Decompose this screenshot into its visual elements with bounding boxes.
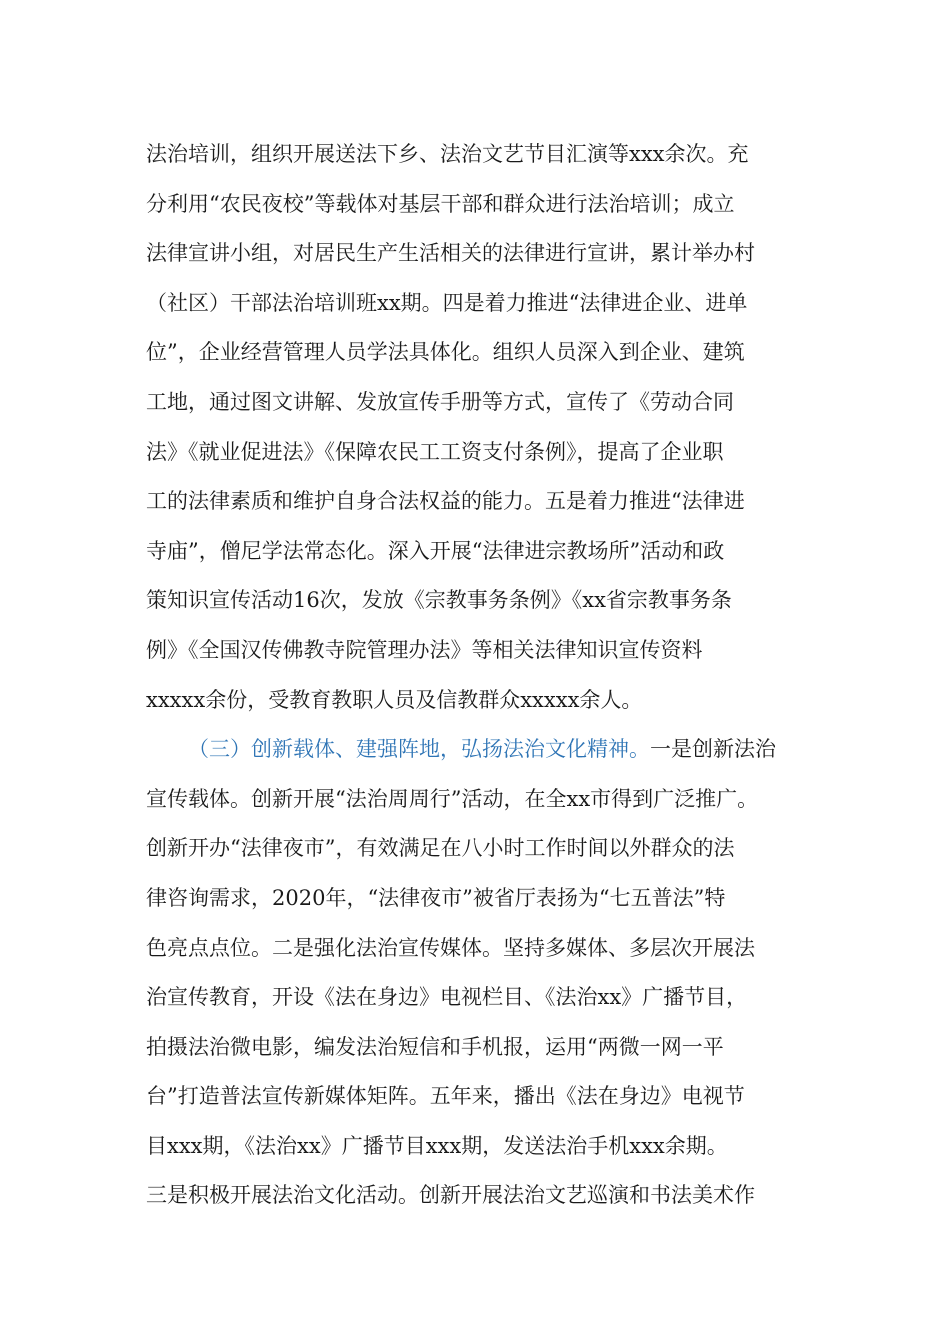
paragraph-line: 策知识宣传活动16次，发放《宗教事务条例》《xx省宗教事务条 xyxy=(146,588,732,613)
paragraph-line: xxxxx余份，受教育教职人员及信教群众xxxxx余人。 xyxy=(146,687,643,712)
paragraph-line: 分利用“农民夜校”等载体对基层干部和群众进行法治培训；成立 xyxy=(146,191,735,216)
paragraph-line: 目xxx期，《法治xx》广播节目xxx期，发送法治手机xxx余期。 xyxy=(146,1133,728,1158)
paragraph-line: 法律宣讲小组，对居民生产生活相关的法律进行宣讲，累计举办村 xyxy=(146,241,755,266)
paragraph-line: 寺庙”，僧尼学法常态化。深入开展“法律进宗教场所”活动和政 xyxy=(146,538,725,563)
paragraph-line: 三是积极开展法治文化活动。创新开展法治文艺巡演和书法美术作 xyxy=(146,1183,755,1208)
paragraph-line: 位”，企业经营管理人员学法具体化。组织人员深入到企业、建筑 xyxy=(146,340,745,365)
paragraph-line: 治宣传教育，开设《法在身边》电视栏目、《法治xx》广播节目， xyxy=(146,985,748,1010)
section-3-first-line xyxy=(146,725,826,775)
section-3-first-line-text: 一是创新法治 xyxy=(650,737,776,762)
paragraph-line: 工的法律素质和维护自身合法权益的能力。五是着力推进“法律进 xyxy=(146,489,745,514)
paragraph-line: （社区）干部法治培训班xx期。四是着力推进“法律进企业、进单 xyxy=(146,290,748,315)
paragraph-line: 宣传载体。创新开展“法治周周行”活动，在全xx市得到广泛推广。 xyxy=(146,786,759,811)
paragraph-line: 台”打造普法宣传新媒体矩阵。五年来，播出《法在身边》电视节 xyxy=(146,1084,745,1109)
paragraph-line: 色亮点点位。二是强化法治宣传媒体。坚持多媒体、多层次开展法 xyxy=(146,935,755,960)
paragraph-line: 创新开办“法律夜市”，有效满足在八小时工作时间以外群众的法 xyxy=(146,836,735,861)
paragraph-line: 律咨询需求，2020年，“法律夜市”被省厅表扬为“七五普法”特 xyxy=(146,885,726,910)
paragraph-line: 工地，通过图文讲解、发放宣传手册等方式，宣传了《劳动合同 xyxy=(146,389,734,414)
paragraph-line: 拍摄法治微电影，编发法治短信和手机报，运用“两微一网一平 xyxy=(146,1034,724,1059)
section-3-heading: （三）创新载体、建强阵地，弘扬法治文化精神。 xyxy=(188,737,650,762)
document-body xyxy=(146,130,826,1221)
paragraph-line: 法治培训，组织开展送法下乡、法治文艺节目汇演等xxx余次。充 xyxy=(146,142,749,166)
paragraph-line: 例》《全国汉传佛教寺院管理办法》等相关法律知识宣传资料 xyxy=(146,637,703,662)
paragraph-line: 法》《就业促进法》《保障农民工工资支付条例》，提高了企业职 xyxy=(146,439,724,464)
